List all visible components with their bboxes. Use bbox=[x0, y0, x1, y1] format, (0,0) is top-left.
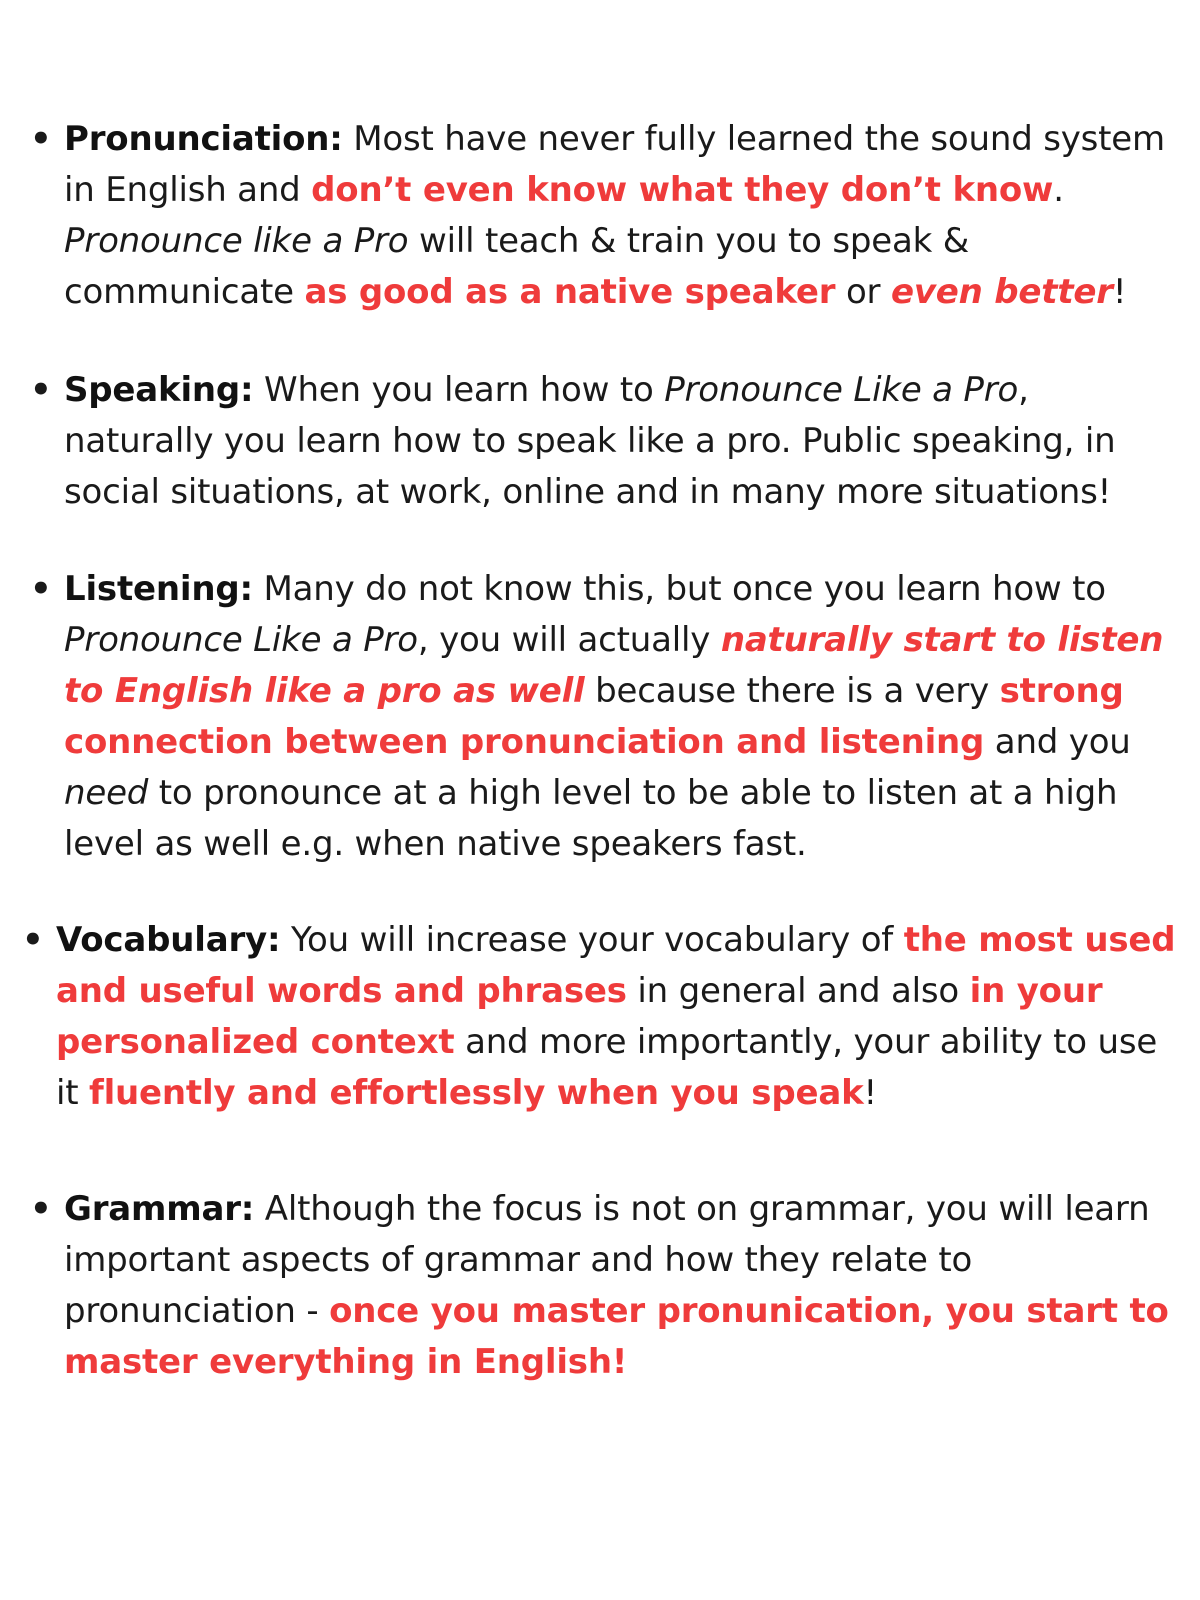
bullet-item-pronunciation bbox=[30, 114, 1184, 318]
highlight-text: once you master pronunication, you start to master everything in English! bbox=[64, 1291, 1169, 1382]
item-text: ! bbox=[863, 1073, 877, 1113]
bullet-item-listening bbox=[30, 564, 1184, 870]
highlight-text: strong connection between pronunciation and listening bbox=[64, 671, 1124, 762]
item-text: , you will actually bbox=[417, 620, 721, 660]
item-text: , naturally you learn how to speak like a pro. Public speaking, in social situations, at work, online and in many more situations! bbox=[64, 370, 1116, 512]
item-text: to pronounce at a high level to be able to listen at a high level as well e.g. when native speakers fast. bbox=[64, 773, 1118, 864]
italic-text: Pronounce Like a Pro bbox=[64, 620, 418, 660]
item-text: and more importantly, your ability to use it bbox=[56, 1022, 1158, 1113]
item-text: will teach & train you to speak & communicate bbox=[64, 221, 970, 312]
item-text: Although the focus is not on grammar, you will learn important aspects of grammar and how they relate to pronunciation - bbox=[64, 1189, 1150, 1331]
highlight-text: fluently and effortlessly when you speak bbox=[89, 1073, 864, 1113]
highlight-italic-text: even better bbox=[890, 272, 1113, 312]
italic-text: Pronounce Like a Pro bbox=[664, 370, 1019, 410]
italic-text: need bbox=[64, 773, 149, 813]
bullet-dot-icon: • bbox=[30, 1189, 52, 1229]
item-text: Most have never fully learned the sound system in English and bbox=[64, 119, 1165, 210]
item-text: . bbox=[1053, 170, 1064, 210]
highlight-text: in your personalized context bbox=[56, 971, 1103, 1062]
bullet-item-grammar bbox=[30, 1184, 1184, 1388]
bullet-dot-icon: • bbox=[22, 920, 44, 960]
item-text: and you bbox=[984, 722, 1131, 762]
bullet-item-vocabulary bbox=[22, 915, 1176, 1119]
italic-text: Pronounce like a Pro bbox=[64, 221, 409, 261]
item-label: Listening: bbox=[64, 569, 253, 609]
item-label: Grammar: bbox=[64, 1189, 255, 1229]
bullet-item-speaking bbox=[30, 365, 1184, 518]
item-label: Speaking: bbox=[64, 370, 254, 410]
item-text: or bbox=[835, 272, 891, 312]
item-text: When you learn how to bbox=[253, 370, 665, 410]
item-label: Vocabulary: bbox=[56, 920, 281, 960]
highlight-text: the most used and useful words and phrases bbox=[56, 920, 1176, 1011]
bullet-dot-icon: • bbox=[30, 569, 52, 609]
item-text: Many do not know this, but once you learn how to bbox=[252, 569, 1106, 609]
item-text: You will increase your vocabulary of bbox=[280, 920, 904, 960]
highlight-italic-text: naturally start to listen to English like a pro as well bbox=[64, 620, 1164, 711]
bullet-dot-icon: • bbox=[30, 370, 52, 410]
item-text: in general and also bbox=[626, 971, 970, 1011]
item-label: Pronunciation: bbox=[64, 119, 343, 159]
highlight-text: don’t even know what they don’t know bbox=[311, 170, 1054, 210]
bullet-dot-icon: • bbox=[30, 119, 52, 159]
item-text: ! bbox=[1112, 272, 1127, 312]
item-text: because there is a very bbox=[584, 671, 1000, 711]
highlight-text: as good as a native speaker bbox=[304, 272, 836, 312]
